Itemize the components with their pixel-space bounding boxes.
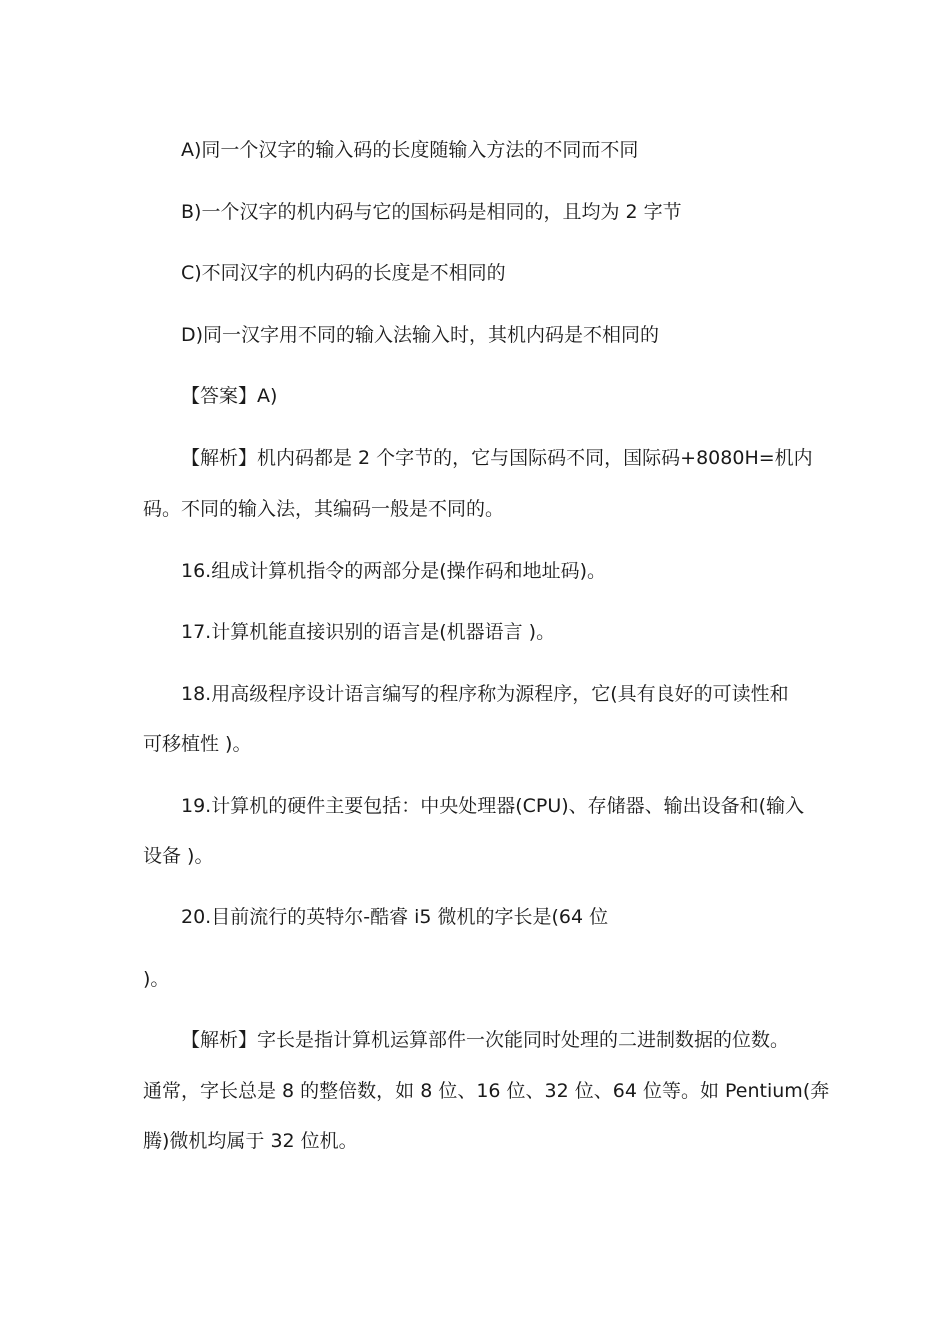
question-19-line-1: 19.计算机的硬件主要包括：中央处理器(CPU)、存储器、输出设备和(输入	[181, 795, 805, 817]
explanation-line-2: 码。不同的输入法，其编码一般是不同的。	[143, 498, 505, 520]
question-18-line-1: 18.用高级程序设计语言编写的程序称为源程序，它(具有良好的可读性和	[181, 683, 789, 705]
explanation2-line-3: 腾)微机均属于 32 位机。	[143, 1130, 358, 1152]
question-19-line-2: 设备 )。	[143, 845, 214, 867]
option-d: D)同一汉字用不同的输入法输入时，其机内码是不相同的	[181, 324, 660, 346]
question-17: 17.计算机能直接识别的语言是(机器语言 )。	[181, 621, 556, 643]
option-c: C)不同汉字的机内码的长度是不相同的	[181, 262, 506, 284]
option-a: A)同一个汉字的输入码的长度随输入方法的不同而不同	[181, 139, 639, 161]
answer: 【答案】A)	[181, 385, 278, 407]
question-16: 16.组成计算机指令的两部分是(操作码和地址码)。	[181, 560, 607, 582]
explanation-line-1: 【解析】机内码都是 2 个字节的，它与国际码不同，国际码+8080H=机内	[181, 447, 813, 469]
explanation2-line-1: 【解析】字长是指计算机运算部件一次能同时处理的二进制数据的位数。	[181, 1029, 790, 1051]
question-20-line-2: )。	[143, 968, 170, 990]
question-20-line-1: 20.目前流行的英特尔-酷睿 i5 微机的字长是(64 位	[181, 906, 609, 928]
question-18-line-2: 可移植性 )。	[143, 733, 252, 755]
option-b: B)一个汉字的机内码与它的国标码是相同的，且均为 2 字节	[181, 201, 682, 223]
explanation2-line-2: 通常，字长总是 8 的整倍数，如 8 位、16 位、32 位、64 位等。如 Pentium(奔	[143, 1080, 830, 1102]
